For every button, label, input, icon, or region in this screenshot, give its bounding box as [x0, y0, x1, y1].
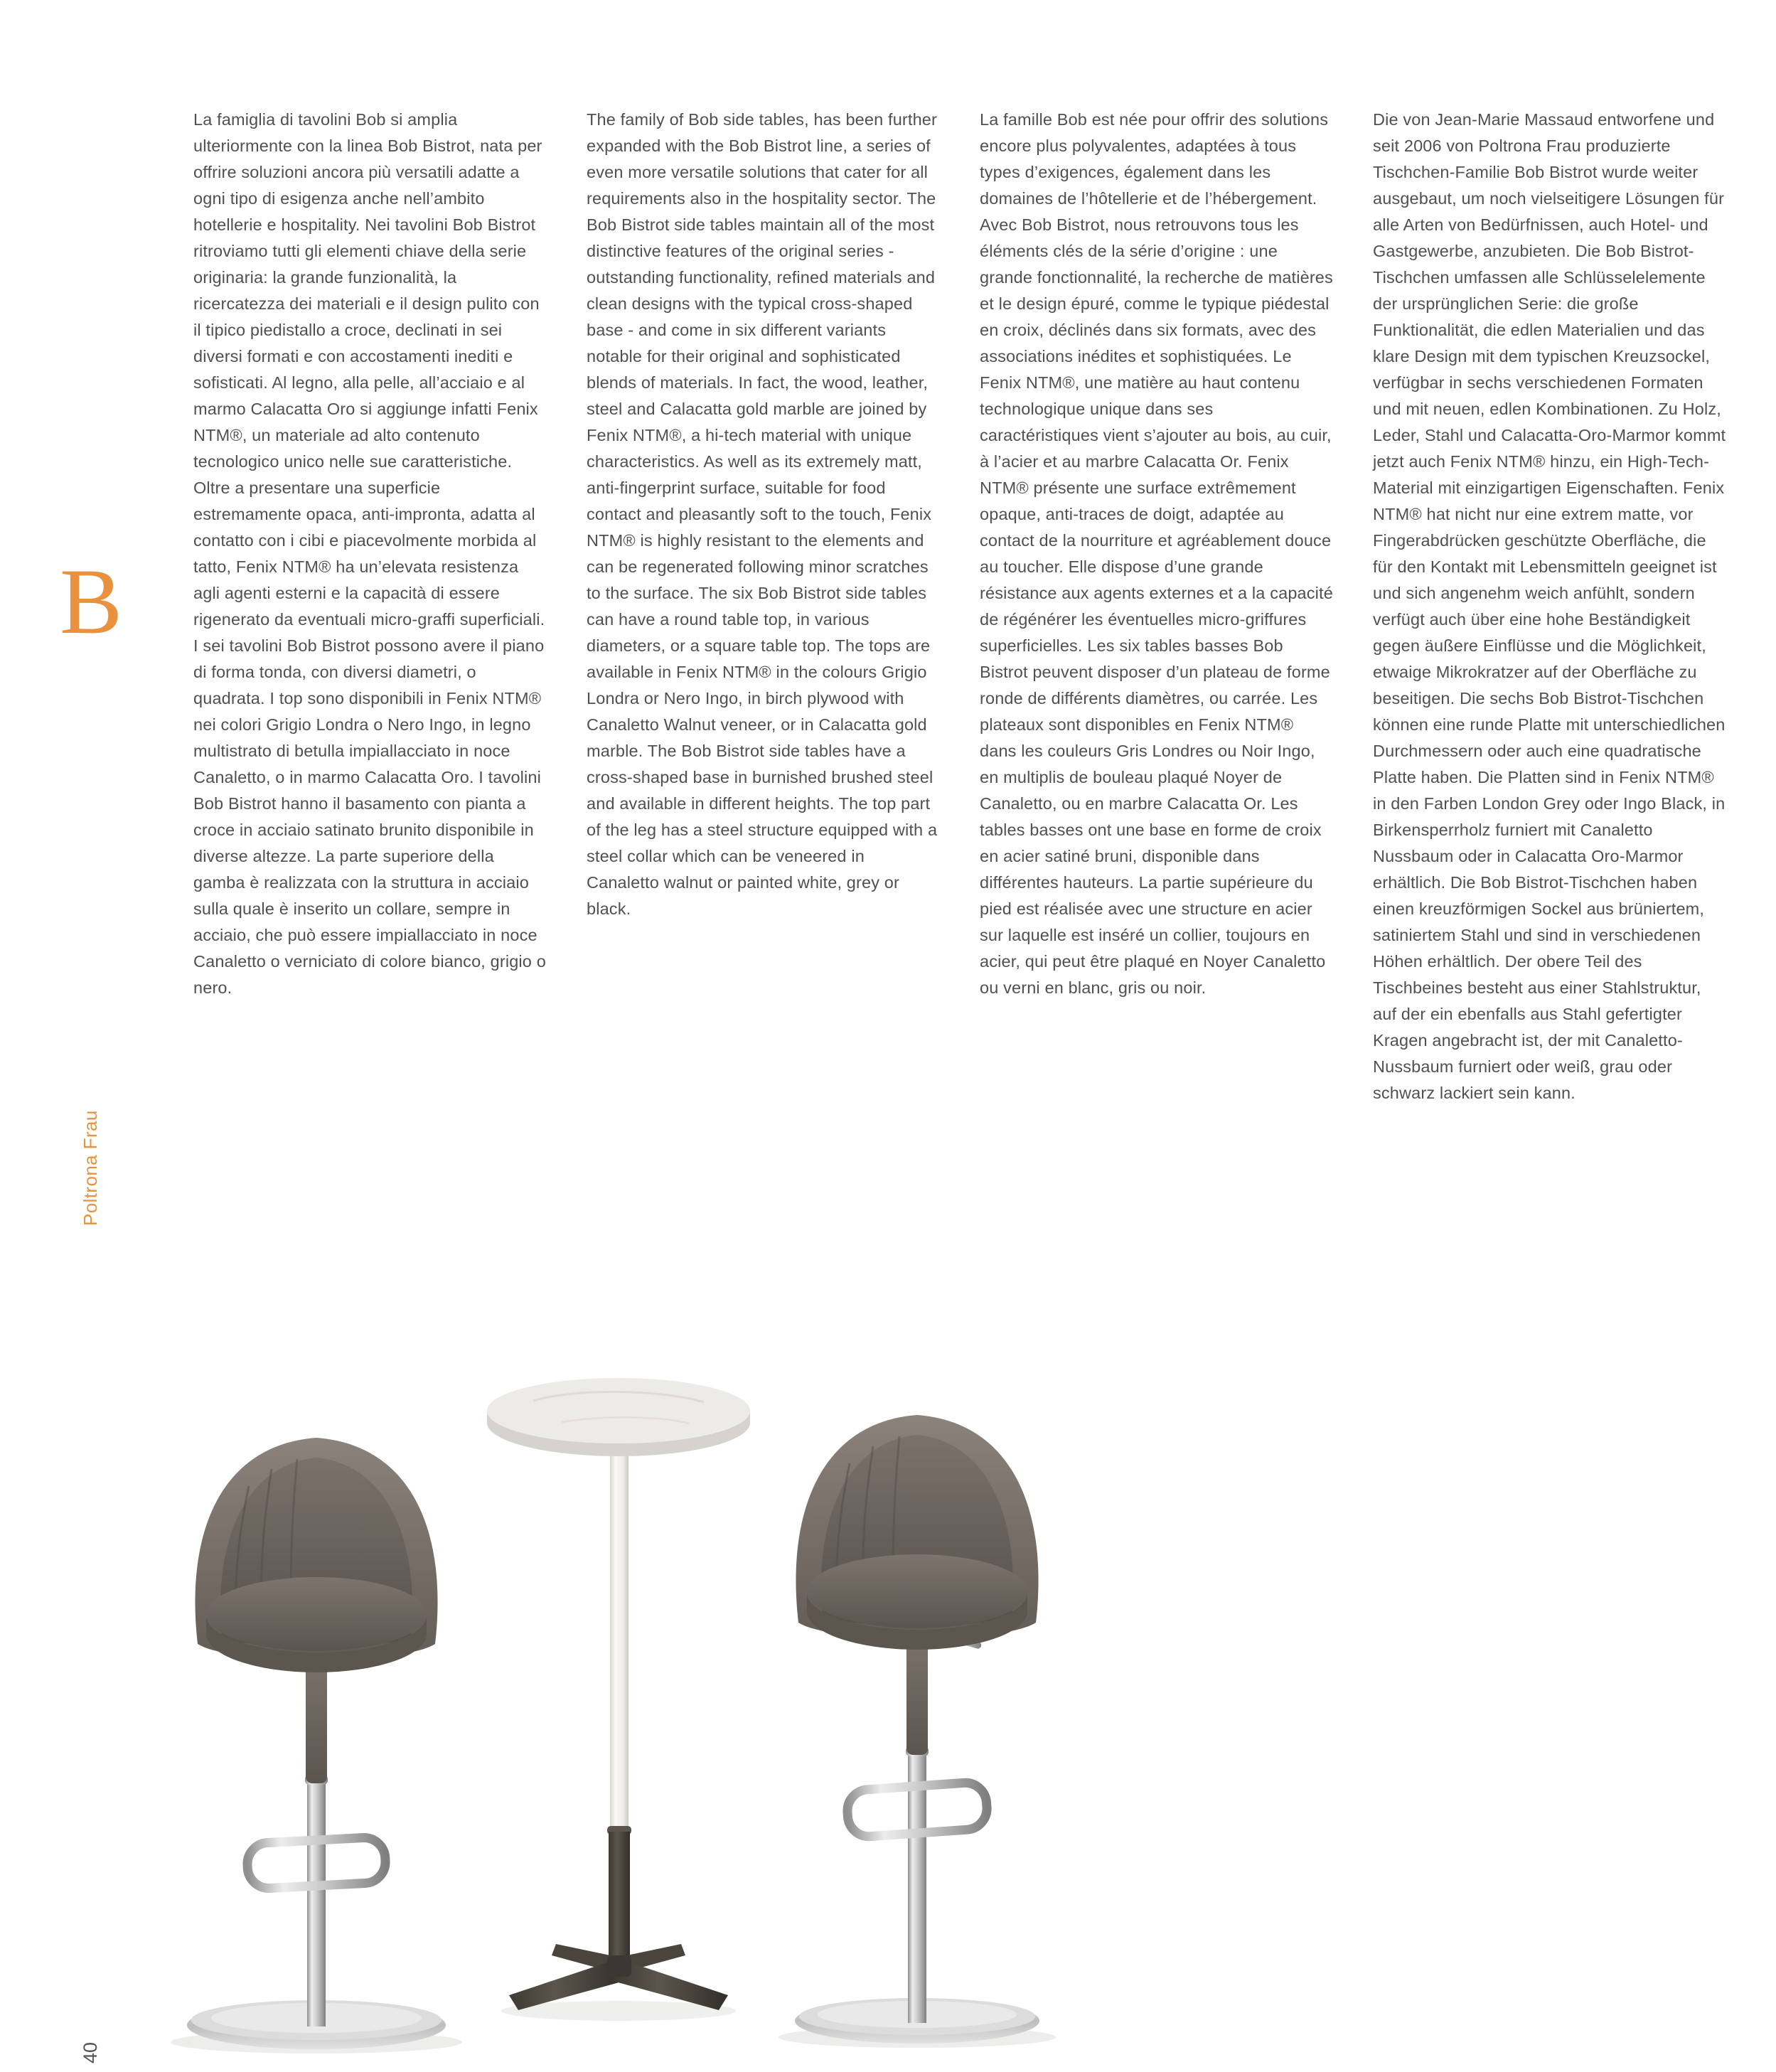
column-french: La famille Bob est née pour offrir des solutions encore plus polyvalentes, adaptées à tous types d’exigences, également dans les domaines de l’hôtellerie et de l’hébergement. Avec Bob Bistrot, nous retrouvons tous les éléments clés de la série d’origine : une grande fonctionnalité, la recherche de matières et le design épuré, comme le typique piédestal en croix, déclinés dans six formats, avec des associations inédites et sophistiquées. Le Fenix NTM®, une matière au haut contenu technologique unique dans ses caractéristiques vient s’ajouter au bois, au cuir, à l’acier et au marbre Calacatta Or. Fenix NTM® présente une surface extrêmement opaque, anti-traces de doigt, adaptée au contact de la nourriture et agréablement douce au toucher. Elle dispose d’une grande résistance aux agents externes et a la capacité de régénérer les éventuelles micro-griffures superficielles. Les six tables basses Bob Bistrot peuvent disposer d’un plateau de forme ronde de différents diamètres, ou carrée. Les plateaux sont disponibles en Fenix NTM® dans les couleurs Gris Londres ou Noir Ingo, en multiplis de bouleau plaqué Noyer de Canaletto, ou en marbre Calacatta Or. Les tables basses ont une base en forme de croix en acier satiné bruni, disponible dans différentes hauteurs. La partie supérieure du pied est réalisée avec une structure en acier sur laquelle est inséré un collier, toujours en acier, qui peut être plaqué en Noyer Canaletto ou verni en blanc, gris ou noir.	[980, 110, 1333, 997]
text-columns	[193, 107, 1726, 1106]
page-number: 40	[80, 2041, 101, 2063]
product-photo-illustration	[164, 1351, 1109, 2066]
stool-column-chrome	[307, 1778, 326, 2026]
bar-stool-right	[779, 1415, 1056, 2048]
product-photo	[164, 1351, 1109, 2066]
brand-vertical-label: Poltrona Frau	[80, 1110, 101, 1226]
table-top	[487, 1378, 750, 1443]
bistrot-table	[487, 1378, 750, 2021]
bar-stool-left	[171, 1438, 462, 2054]
column-english: The family of Bob side tables, has been further expanded with the Bob Bistrot line, a series of even more versatile solutions that cater for all requirements also in the hospitality sector. The Bob Bistrot side tables maintain all of the most distinctive features of the original series - outstanding functionality, refined materials and clean designs with the typical cross-shaped base - and come in six different variants notable for their original and sophisticated blends of materials. In fact, the wood, leather, steel and Calacatta gold marble are joined by Fenix NTM®, a hi-tech material with unique characteristics. As well as its extremely matt, anti-fingerprint surface, suitable for food contact and pleasantly soft to the touch, Fenix NTM® is highly resistant to the elements and can be regenerated following minor scratches to the surface. The six Bob Bistrot side tables can have a round table top, in various diameters, or a square table top. The tops are available in Fenix NTM® in the colours Grigio Londra or Nero Ingo, in birch plywood with Canaletto Walnut veneer, or in Calacatta gold marble. The Bob Bistrot side tables have a cross-shaped base in burnished brushed steel and available in different heights. The top part of the leg has a steel structure equipped with a steel collar which can be veneered in Canaletto walnut or painted white, grey or black.	[587, 110, 938, 918]
stool-seat	[807, 1554, 1027, 1628]
table-lower-leg	[609, 1832, 630, 1968]
column-german: Die von Jean-Marie Massaud entworfene und seit 2006 von Poltrona Frau produzierte Tischchen-Familie Bob Bistrot wurde weiter ausgebaut, um noch vielseitigere Lösungen für alle Arten von Bedürfnissen, auch Hotel- und Gastgewerbe, anzubieten. Die Bob Bistrot-Tischchen umfassen alle Schlüsselelemente der ursprünglichen Serie: die große Funktionalität, die edlen Materialien und das klare Design mit dem typischen Kreuzsockel, verfügbar in sechs verschiedenen Formaten und mit neuen, edlen Kombinationen. Zu Holz, Leder, Stahl und Calacatta-Oro-Marmor kommt jetzt auch Fenix NTM® hinzu, ein High-Tech-Material mit einzigartigen Eigenschaften. Fenix NTM® hat nicht nur eine extrem matte, vor Fingerabdrücken geschützte Oberfläche, die für den Kontakt mit Lebensmitteln geeignet ist und sich angenehm weich anfühlt, sondern verfügt auch über eine hohe Beständigkeit gegen äußere Einflüsse und die Möglichkeit, etwaige Mikrokratzer auf der Oberfläche zu beseitigen. Die sechs Bob Bistrot-Tischchen können eine runde Platte mit unterschiedlichen Durchmessern oder auch eine quadratische Platte haben. Die Platten sind in Fenix NTM® in den Farben London Grey oder Ingo Black, in Birkensperrholz furniert mit Canaletto Nussbaum oder in Calacatta Oro-Marmor erhältlich. Die Bob Bistrot-Tischchen haben einen kreuzförmigen Sockel aus brüniertem, satiniertem Stahl und sind in verschiedenen Höhen erhältlich. Der obere Teil des Tischbeines besteht aus einer Stahlstruktur, auf der ein ebenfalls aus Stahl gefertigter Kragen angebracht ist, der mit Canaletto-Nussbaum furniert oder weiß, grau oder schwarz lackiert sein kann.	[1373, 110, 1726, 1102]
table-column	[610, 1433, 628, 1835]
stool-seat	[206, 1577, 427, 1651]
column-italian: La famiglia di tavolini Bob si amplia ulteriormente con la linea Bob Bistrot, nata per offrire soluzioni ancora più versatili adatte a ogni tipo di esigenza anche nell’ambito hotellerie e hospitality. Nei tavolini Bob Bistrot ritroviamo tutti gli elementi chiave della serie originaria: la grande funzionalità, la ricercatezza dei materiali e il design pulito con il tipico piedistallo a croce, declinati in sei diversi formati e con accostamenti inediti e sofisticati. Al legno, alla pelle, all’acciaio e al marmo Calacatta Oro si aggiunge infatti Fenix NTM®, un materiale ad alto contenuto tecnologico unico nelle sue caratteristiche. Oltre a presentare una superficie estremamente opaca, anti-impronta, adatta al contatto con i cibi e piacevolmente morbida al tatto, Fenix NTM® ha un’elevata resistenza agli agenti esterni e la capacità di essere rigenerato da eventuali micro-graffi superficiali. I sei tavolini Bob Bistrot possono avere il piano di forma tonda, con diversi diametri, o quadrata. I top sono disponibili in Fenix NTM® nei colori Grigio Londra o Nero Ingo, in legno multistrato di betulla impiallacciato in noce Canaletto, o in marmo Calacatta Oro. I tavolini Bob Bistrot hanno il basamento con pianta a croce in acciaio satinato brunito disponibile in diverse altezze. La parte superiore della gamba è realizzata con la struttura in acciaio sulla quale è inserito un collare, sempre in acciaio, che può essere impiallacciato in noce Canaletto o verniciato di colore bianco, grigio o nero.	[193, 110, 546, 997]
section-letter: B	[60, 549, 123, 653]
